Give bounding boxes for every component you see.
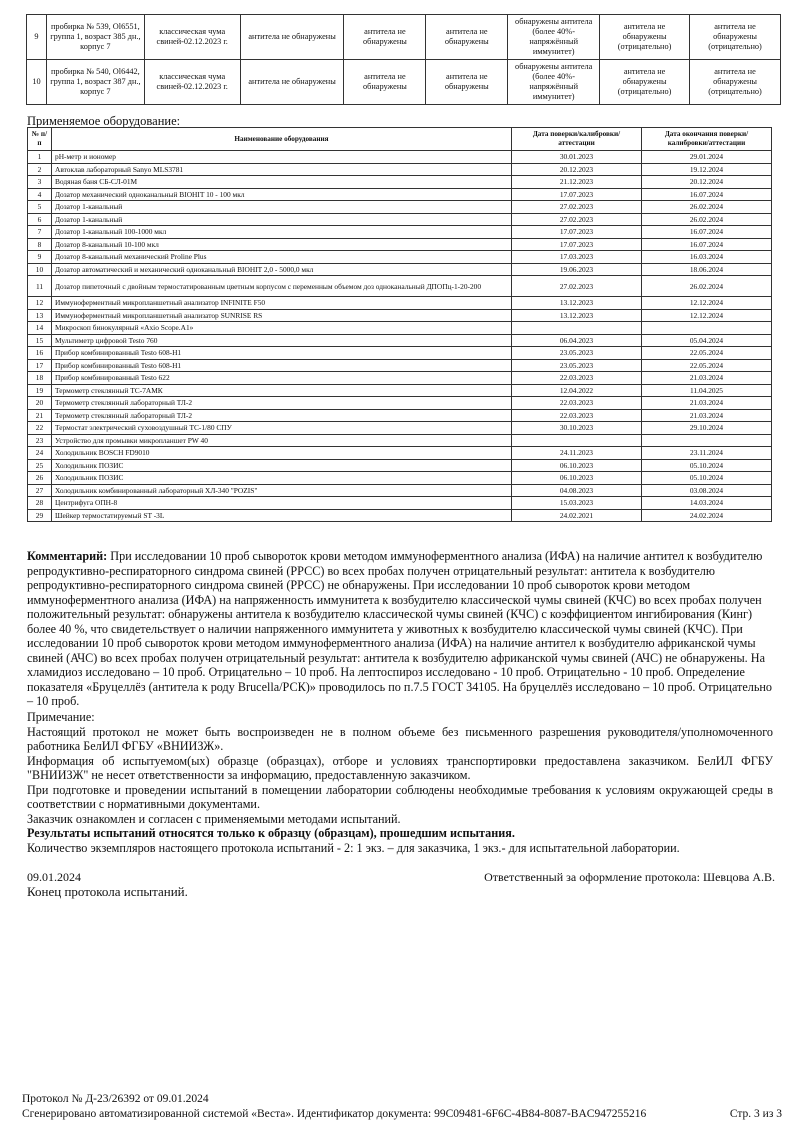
results-table — [26, 14, 781, 105]
header-date-check: Дата поверки/калибровки/аттестации — [512, 128, 642, 151]
equipment-cell-check — [512, 434, 642, 447]
equipment-cell-num: 24 — [28, 447, 52, 460]
results-cell-r4: обнаружены антитела (более 40%- напряжённый иммунитет) — [508, 60, 600, 105]
equipment-cell-check: 24.11.2023 — [512, 447, 642, 460]
equipment-cell-check: 30.10.2023 — [512, 422, 642, 435]
equipment-cell-name: pH-метр и иономер — [52, 151, 512, 164]
equipment-cell-num: 12 — [28, 297, 52, 310]
equipment-row — [28, 201, 772, 214]
equipment-row — [28, 459, 772, 472]
results-cell-r5: антитела не обнаружены (отрицательно) — [600, 60, 690, 105]
equipment-row — [28, 176, 772, 189]
equipment-cell-num: 18 — [28, 372, 52, 385]
equipment-cell-check: 17.03.2023 — [512, 251, 642, 264]
responsible-person: Ответственный за оформление протокола: Шевцова А.В. — [484, 870, 775, 884]
note-results-scope: Результаты испытаний относятся только к образцу (образцам), прошедшим испытания. — [27, 826, 515, 840]
results-cell-r2: антитела не обнаружены — [344, 60, 426, 105]
equipment-cell-check — [512, 322, 642, 335]
header-date-end: Дата окончания поверки/ калибровки/аттестации — [642, 128, 772, 151]
equipment-row — [28, 251, 772, 264]
equipment-cell-end: 16.07.2024 — [642, 238, 772, 251]
equipment-row — [28, 276, 772, 297]
comment-label: Комментарий: — [27, 549, 108, 563]
results-cell-r6: антитела не обнаружены (отрицательно) — [690, 15, 781, 60]
equipment-row — [28, 297, 772, 310]
equipment-cell-check: 24.02.2021 — [512, 509, 642, 522]
equipment-cell-num: 9 — [28, 251, 52, 264]
equipment-row — [28, 322, 772, 335]
page-footer — [22, 1092, 782, 1122]
equipment-cell-end: 11.04.2025 — [642, 384, 772, 397]
equipment-cell-num: 21 — [28, 409, 52, 422]
equipment-cell-num: 20 — [28, 397, 52, 410]
equipment-cell-name: Дозатор 8-канальный 10-100 мкл — [52, 238, 512, 251]
equipment-cell-num: 6 — [28, 213, 52, 226]
protocol-end: Конец протокола испытаний. — [27, 884, 188, 899]
results-row — [27, 15, 781, 60]
equipment-cell-name: Устройство для промывки микропланшет PW 40 — [52, 434, 512, 447]
equipment-cell-end: 16.07.2024 — [642, 226, 772, 239]
equipment-row — [28, 226, 772, 239]
equipment-row — [28, 263, 772, 276]
page-number: Стр. 3 из 3 — [729, 1108, 782, 1120]
equipment-cell-num: 17 — [28, 359, 52, 372]
equipment-row — [28, 163, 772, 176]
equipment-cell-num: 29 — [28, 509, 52, 522]
equipment-cell-num: 2 — [28, 163, 52, 176]
equipment-cell-name: Дозатор 1-канальный — [52, 201, 512, 214]
equipment-cell-check: 17.07.2023 — [512, 238, 642, 251]
equipment-row — [28, 509, 772, 522]
equipment-cell-check: 21.12.2023 — [512, 176, 642, 189]
equipment-cell-end: 21.03.2024 — [642, 409, 772, 422]
equipment-cell-end: 23.11.2024 — [642, 447, 772, 460]
equipment-cell-end: 05.04.2024 — [642, 334, 772, 347]
equipment-cell-end: 03.08.2024 — [642, 484, 772, 497]
results-cell-num: 9 — [27, 15, 47, 60]
equipment-cell-num: 3 — [28, 176, 52, 189]
equipment-cell-num: 7 — [28, 226, 52, 239]
equipment-cell-check: 19.06.2023 — [512, 263, 642, 276]
equipment-cell-name: Мультиметр цифровой Testo 760 — [52, 334, 512, 347]
equipment-cell-name: Термометр стеклянный ТС-7АМК — [52, 384, 512, 397]
equipment-cell-check: 06.04.2023 — [512, 334, 642, 347]
results-cell-num: 10 — [27, 60, 47, 105]
results-cell-r3: антитела не обнаружены — [426, 60, 508, 105]
equipment-cell-end: 19.12.2024 — [642, 163, 772, 176]
equipment-cell-name: Дозатор механический одноканальный BIOHIT 10 - 100 мкл — [52, 188, 512, 201]
equipment-cell-name: Холодильник ПОЗИС — [52, 472, 512, 485]
footer-generated: Сгенерировано автоматизированной системой «Веста». Идентификатор документа: 99C09481-6F6C-4B84-8087-BAC947255216 — [22, 1108, 647, 1120]
equipment-cell-name: Иммуноферментный микропланшетный анализатор INFINITE F50 — [52, 297, 512, 310]
equipment-cell-check: 23.05.2023 — [512, 359, 642, 372]
equipment-cell-name: Водяная баня СБ-СЛ-01М — [52, 176, 512, 189]
results-cell-r1: антитела не обнаружены — [240, 60, 344, 105]
results-cell-disease: классическая чума свиней-02.12.2023 г. — [144, 60, 240, 105]
equipment-cell-end: 29.10.2024 — [642, 422, 772, 435]
equipment-cell-num: 27 — [28, 484, 52, 497]
equipment-cell-name: Прибор комбинированный Testo 608-H1 — [52, 347, 512, 360]
equipment-table — [27, 127, 772, 522]
equipment-row — [28, 213, 772, 226]
equipment-cell-name: Холодильник BOSCH FD9010 — [52, 447, 512, 460]
equipment-cell-end: 22.05.2024 — [642, 359, 772, 372]
equipment-row — [28, 372, 772, 385]
equipment-cell-num: 23 — [28, 434, 52, 447]
equipment-cell-end: 05.10.2024 — [642, 472, 772, 485]
equipment-cell-end: 29.01.2024 — [642, 151, 772, 164]
equipment-cell-check: 04.08.2023 — [512, 484, 642, 497]
equipment-cell-end: 16.07.2024 — [642, 188, 772, 201]
equipment-row — [28, 422, 772, 435]
equipment-cell-check: 13.12.2023 — [512, 297, 642, 310]
equipment-cell-name: Термометр стеклянный лабораторный ТЛ-2 — [52, 409, 512, 422]
equipment-cell-name: Дозатор 8-канальный механический Proline Plus — [52, 251, 512, 264]
equipment-cell-end: 21.03.2024 — [642, 397, 772, 410]
equipment-row — [28, 347, 772, 360]
note-conditions: При подготовке и проведении испытаний в помещении лаборатории соблюдены необходимые требования к условиям окружающей среды в соответствии с нормативными документами. — [27, 782, 773, 811]
equipment-cell-num: 16 — [28, 347, 52, 360]
equipment-cell-end: 21.03.2024 — [642, 372, 772, 385]
equipment-cell-end: 12.12.2024 — [642, 297, 772, 310]
equipment-row — [28, 447, 772, 460]
results-cell-disease: классическая чума свиней-02.12.2023 г. — [144, 15, 240, 60]
results-cell-r5: антитела не обнаружены (отрицательно) — [600, 15, 690, 60]
equipment-cell-check: 27.02.2023 — [512, 201, 642, 214]
equipment-row — [28, 151, 772, 164]
equipment-cell-check: 23.05.2023 — [512, 347, 642, 360]
equipment-cell-name: Дозатор 1-канальный 100-1000 мкл — [52, 226, 512, 239]
equipment-cell-check: 22.03.2023 — [512, 409, 642, 422]
equipment-row — [28, 434, 772, 447]
notes-title: Примечание: — [27, 710, 95, 724]
equipment-cell-name: Холодильник ПОЗИС — [52, 459, 512, 472]
equipment-cell-num: 13 — [28, 309, 52, 322]
equipment-cell-check: 22.03.2023 — [512, 372, 642, 385]
header-name: Наименование оборудования — [52, 128, 512, 151]
note-copies: Количество экземпляров настоящего протокола испытаний - 2: 1 экз. – для заказчика, 1 экз.- для испытательной лаборатории. — [27, 840, 680, 855]
results-cell-sample: пробирка № 540, Ol6442, группа 1, возраст 387 дн., корпус 7 — [46, 60, 144, 105]
equipment-cell-name: Холодильник комбинированный лабораторный ХЛ-340 "POZIS" — [52, 484, 512, 497]
equipment-cell-end: 20.12.2024 — [642, 176, 772, 189]
equipment-cell-num: 8 — [28, 238, 52, 251]
equipment-cell-check: 20.12.2023 — [512, 163, 642, 176]
equipment-cell-end: 12.12.2024 — [642, 309, 772, 322]
equipment-cell-name: Автоклав лабораторный Sanyo MLS3781 — [52, 163, 512, 176]
equipment-cell-num: 10 — [28, 263, 52, 276]
equipment-cell-check: 06.10.2023 — [512, 459, 642, 472]
notes-section — [27, 710, 773, 855]
equipment-cell-check: 17.07.2023 — [512, 188, 642, 201]
equipment-cell-check: 12.04.2022 — [512, 384, 642, 397]
equipment-cell-name: Термостат электрический суховоздушный ТС-1/80 СПУ — [52, 422, 512, 435]
equipment-row — [28, 472, 772, 485]
equipment-cell-name: Иммуноферментный микропланшетный анализатор SUNRISE RS — [52, 309, 512, 322]
equipment-cell-num: 5 — [28, 201, 52, 214]
equipment-cell-name: Дозатор 1-канальный — [52, 213, 512, 226]
results-cell-r3: антитела не обнаружены — [426, 15, 508, 60]
results-row — [27, 60, 781, 105]
equipment-header-row — [28, 128, 772, 151]
results-cell-sample: пробирка № 539, Ol6551, группа 1, возраст 385 дн., корпус 7 — [46, 15, 144, 60]
equipment-cell-num: 19 — [28, 384, 52, 397]
results-cell-r2: антитела не обнаружены — [344, 15, 426, 60]
equipment-row — [28, 309, 772, 322]
equipment-cell-end: 24.02.2024 — [642, 509, 772, 522]
equipment-cell-end: 16.03.2024 — [642, 251, 772, 264]
header-num: № п/п — [28, 128, 52, 151]
equipment-cell-end — [642, 434, 772, 447]
equipment-cell-end — [642, 322, 772, 335]
equipment-cell-num: 26 — [28, 472, 52, 485]
equipment-cell-name: Центрифуга ОПН-8 — [52, 497, 512, 510]
equipment-row — [28, 359, 772, 372]
equipment-cell-num: 22 — [28, 422, 52, 435]
note-sample-info: Информация об испытуемом(ых) образце (образцах), отборе и условиях транспортировки предоставлена заказчиком. БелИЛ ФГБУ "ВНИИЗЖ" не несет ответственности за информацию, предоставленную заказчиком. — [27, 753, 773, 782]
equipment-cell-num: 1 — [28, 151, 52, 164]
equipment-cell-num: 15 — [28, 334, 52, 347]
equipment-cell-end: 26.02.2024 — [642, 276, 772, 297]
equipment-row — [28, 497, 772, 510]
comment-section — [27, 549, 773, 709]
equipment-row — [28, 409, 772, 422]
equipment-cell-num: 14 — [28, 322, 52, 335]
equipment-cell-name: Прибор комбинированный Testo 622 — [52, 372, 512, 385]
equipment-cell-num: 11 — [28, 276, 52, 297]
equipment-cell-num: 25 — [28, 459, 52, 472]
equipment-cell-name: Прибор комбинированный Testo 608-H1 — [52, 359, 512, 372]
note-reproduction: Настоящий протокол не может быть воспроизведен не в полном объеме без письменного разрешения руководителя/уполномоченного работника БелИЛ ФГБУ «ВНИИЗЖ». — [27, 724, 773, 753]
equipment-cell-name: Термометр стеклянный лабораторный ТЛ-2 — [52, 397, 512, 410]
equipment-cell-end: 05.10.2024 — [642, 459, 772, 472]
equipment-row — [28, 397, 772, 410]
equipment-cell-num: 4 — [28, 188, 52, 201]
equipment-cell-end: 26.02.2024 — [642, 201, 772, 214]
equipment-cell-check: 27.02.2023 — [512, 276, 642, 297]
equipment-cell-check: 15.03.2023 — [512, 497, 642, 510]
equipment-cell-name: Дозатор пипеточный с двойным термостатированным цветным корпусом с переменным объемом доз одноканальный ДПОПц-1-20-200 — [52, 276, 512, 297]
equipment-row — [28, 238, 772, 251]
equipment-cell-end: 18.06.2024 — [642, 263, 772, 276]
equipment-cell-end: 22.05.2024 — [642, 347, 772, 360]
results-cell-r1: антитела не обнаружены — [240, 15, 344, 60]
equipment-cell-check: 27.02.2023 — [512, 213, 642, 226]
equipment-cell-end: 14.03.2024 — [642, 497, 772, 510]
equipment-row — [28, 334, 772, 347]
equipment-cell-check: 06.10.2023 — [512, 472, 642, 485]
equipment-row — [28, 384, 772, 397]
results-cell-r4: обнаружены антитела (более 40%- напряжённый иммунитет) — [508, 15, 600, 60]
footer-protocol: Протокол № Д-23/26392 от 09.01.2024 — [22, 1093, 209, 1105]
signature-date: 09.01.2024 — [27, 870, 81, 884]
equipment-cell-num: 28 — [28, 497, 52, 510]
equipment-title: Применяемое оборудование: — [27, 114, 181, 128]
equipment-cell-check: 30.01.2023 — [512, 151, 642, 164]
equipment-cell-check: 13.12.2023 — [512, 309, 642, 322]
equipment-cell-name: Шейкер термостатируемый ST -3L — [52, 509, 512, 522]
equipment-row — [28, 188, 772, 201]
equipment-row — [28, 484, 772, 497]
equipment-cell-name: Микроскоп бинокулярный «Axio Scope.A1» — [52, 322, 512, 335]
results-cell-r6: антитела не обнаружены (отрицательно) — [690, 60, 781, 105]
equipment-cell-name: Дозатор автоматический и механический одноканальный BIOHIT 2,0 - 5000,0 мкл — [52, 263, 512, 276]
equipment-cell-check: 22.03.2023 — [512, 397, 642, 410]
note-methods: Заказчик ознакомлен и согласен с применяемыми методами испытаний. — [27, 811, 401, 826]
comment-text: При исследовании 10 проб сывороток крови методом иммуноферментного анализа (ИФА) на наличие антител к возбудителю репродуктивно-респираторного синдрома свиней (РРСС) во всех пробах получен отрицательный результат: антитела к возбудителю репродуктивно-респираторного синдрома свиней (РРСС) не обнаружены. При исследовании 10 проб сывороток крови методом иммуноферментного анализа (ИФА) на напряженность иммунитета к возбудителю классической чумы свиней (КЧС) во всех пробах получен положительный результат: обнаружены антитела к возбудителю классической чумы свиней (КЧС) с коэффициентом ингибирования (Кинг) более 40 %, что свидетельствует о наличии напряженного иммунитета у животных к возбудителю классической чумы свиней (КЧС). При исследовании 10 проб сывороток крови методом иммуноферментного анализа (ИФА) на наличие антител к возбудителю африканской чумы свиней (АЧС) во всех пробах получен отрицательный результат: антитела к возбудителю африканской чумы свиней (АЧС) не обнаружены. На хламидиоз исследовано – 10 проб. Отрицательно – 10 проб. На лептоспироз исследовано - 10 проб. Отрицательно - 10 проб. Определение показателя «Бруцеллёз (антитела к роду Brucella/РСК)» проводилось по п.7.5 ГОСТ 34105. На бруцеллёз исследовано – 10 проб. Отрицательно – 10 проб. — [27, 549, 773, 708]
equipment-cell-end: 26.02.2024 — [642, 213, 772, 226]
equipment-cell-check: 17.07.2023 — [512, 226, 642, 239]
